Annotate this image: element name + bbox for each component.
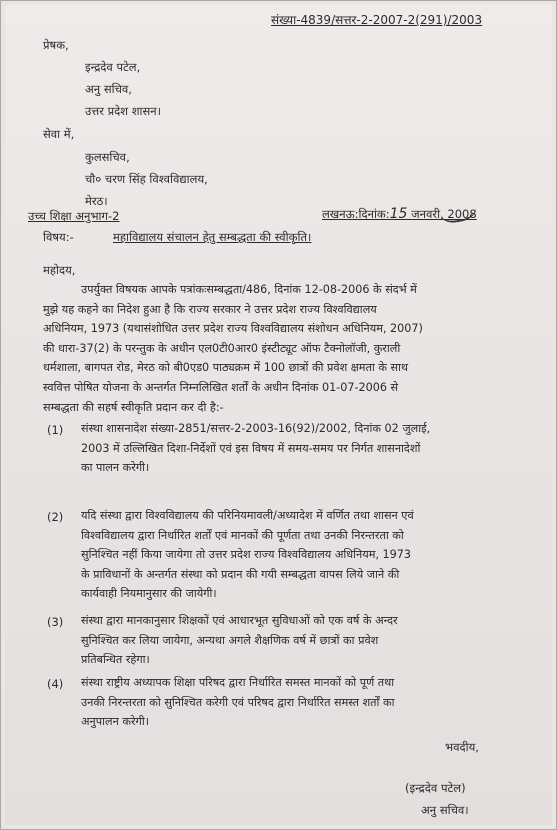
intro-line: सम्बद्धता की सहर्ष स्वीकृति प्रदान कर दी है:- [43,400,224,414]
recipient-label: सेवा में, [43,127,75,141]
intro-line: धर्मशाला, बागपत रोड, मेरठ को बी0एड0 पाठ्यक्रम में 100 छात्रों की प्रवेश क्षमता के साथ [43,361,409,375]
date-day: 15 [389,206,408,222]
condition-line: उनकी निरन्तरता को सुनिश्चित करेगी एवं परिषद द्वारा निर्धारित समस्त शर्तों का [81,695,395,709]
condition-line: विश्वविद्यालय द्वारा निर्धारित शर्तों एवं मानकों की पूर्णता तथा उनकी निरन्तरता को [81,528,404,542]
subject-label: विषय:- [43,230,74,244]
recipient-university: चौ० चरण सिंह विश्वविद्यालय, [85,172,208,186]
condition-line: के प्राविधानों के अन्तर्गत संस्था को प्रदान की गयी सम्बद्धता वापस लिये जाने की [81,567,400,581]
condition-line: कार्यवाही नियमानुसार की जायेगी। [81,587,217,601]
condition-line: सुनिश्चित नहीं किया जायेगा तो उत्तर प्रदेश राज्य विश्वविद्यालय अधिनियम, 1973 [81,548,412,562]
signatory-name: (इन्द्रदेव पटेल) [405,781,466,795]
intro-line: उपर्युक्त विषयक आपके पत्रांकःसम्बद्धता/486, दिनांक 12-08-2006 के संदर्भ में [81,283,417,296]
sender-name: इन्द्रदेव पटेल, [85,60,141,74]
condition-line: संस्था राष्ट्रीय अध्यापक शिक्षा परिषद द्वारा निर्धारित समस्त मानकों को पूर्ण तथा [81,676,395,689]
condition-line: 2003 में उल्लिखित दिशा-निर्देशों एवं इस विषय में समय-समय पर निर्गत शासनादेशों [81,441,421,455]
section-name: उच्च शिक्षा अनुभाग-2 [28,209,120,223]
recipient-designation: कुलसचिव, [85,150,130,164]
condition-line: संस्था द्वारा मानकानुसार शिक्षकों एवं आधारभूत सुविधाओं को एक वर्ष के अन्दर [81,614,398,627]
signatory-designation: अनु सचिव। [421,803,469,817]
condition-number: (4) [47,677,64,691]
condition-line: संस्था शासनादेश संख्या-2851/सत्तर-2-2003-16(92)/2002, दिनांक 02 जुलाई, [81,422,431,435]
date-prefix: लखनऊ:दिनांक: [322,207,390,221]
condition-1 [81,419,541,478]
intro-line: स्ववित्त पोषित योजना के अन्तर्गत निम्नलिखित शर्तों के अधीन दिनांक 01-07-2006 से [43,380,399,394]
subject-text: महाविद्यालय संचालन हेतु सम्बद्धता की स्वीकृति। [113,230,312,244]
intro-line: मुझे यह कहने का निदेश हुआ है कि राज्य सरकार ने उत्तर प्रदेश राज्य विश्वविद्यालय [43,302,377,316]
intro-paragraph [43,280,540,417]
condition-number: (2) [47,510,64,524]
condition-number: (1) [47,423,64,437]
condition-line: अनुपालन करेगी। [81,715,149,729]
letter-page [5,5,552,825]
sender-office: उत्तर प्रदेश शासन। [85,104,162,118]
condition-3 [81,611,541,670]
recipient-city: मेरठ। [85,194,108,208]
intro-line: अधिनियम, 1973 (यथासंशोधित उत्तर प्रदेश राज्य विश्वविद्यालय संशोधन अधिनियम, 2007) [43,322,423,336]
condition-2 [81,506,541,604]
sender-label: प्रेषक, [43,38,69,52]
condition-line: प्रतिबन्धित रहेगा। [81,653,150,667]
condition-4 [81,673,541,732]
intro-line: की धारा-37(2) के परन्तुक के अधीन एल0टी0आर0 इंस्टीट्यूट ऑफ टैक्नोलॉजी, कुराली [43,341,401,355]
closing-yours: भवदीय, [445,740,479,754]
date-month-year: जनवरी, 2008 [411,207,477,221]
sender-designation: अनु सचिव, [85,82,132,96]
condition-line: सुनिश्चित कर लिया जायेगा, अन्यथा अगले शैक्षणिक वर्ष में छात्रों का प्रवेश [81,633,379,647]
reference-number: संख्या-4839/सत्तर-2-2007-2(291)/2003 [271,13,483,27]
condition-line: का पालन करेगी। [81,461,150,475]
condition-line: यदि संस्था द्वारा विश्वविद्यालय की परिनियमावली/अध्यादेश में वर्णित तथा शासन एवं [81,509,414,522]
salutation: महोदय, [43,263,76,277]
condition-number: (3) [47,615,64,629]
